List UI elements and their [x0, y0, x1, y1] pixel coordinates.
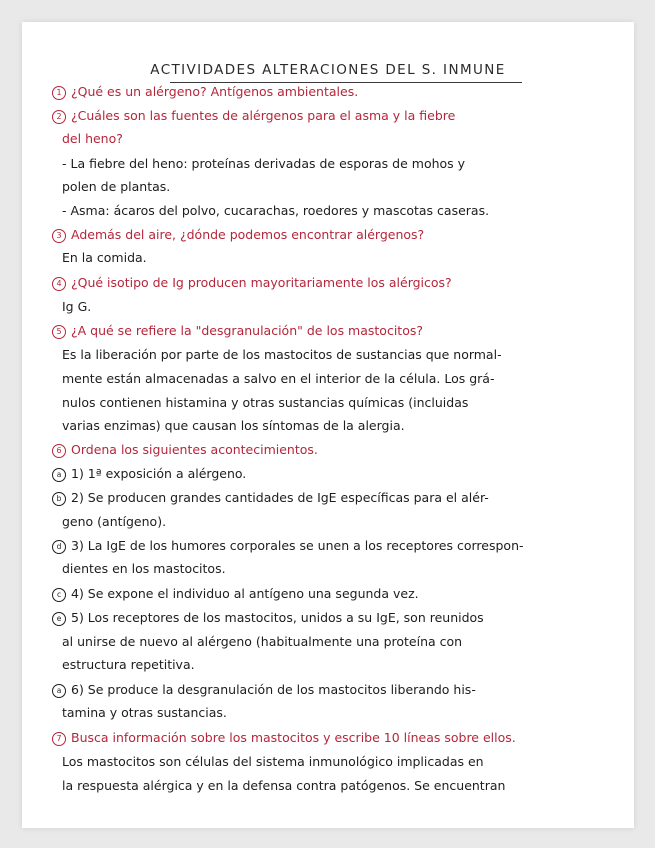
handwritten-page [22, 22, 634, 828]
answer-line [62, 205, 624, 218]
page-title: ACTIVIDADES ALTERACIONES DEL S. INMUNE [150, 62, 506, 78]
circled-number-marker: d [52, 540, 66, 554]
answer-line [62, 397, 624, 410]
line-text: En la comida. [62, 250, 147, 265]
line-text: Los mastocitos son células del sistema inmunológico implicadas en [62, 754, 484, 769]
answer-line [62, 780, 624, 793]
circled-number-marker: a [52, 468, 66, 482]
title-underline [170, 82, 522, 83]
line-text: varias enzimas) que causan los síntomas de la alergia. [62, 418, 405, 433]
ordered-step-line [62, 636, 624, 649]
line-text: mente están almacenadas a salvo en el interior de la célula. Los grá- [62, 371, 495, 386]
answer-line [62, 181, 624, 194]
line-text: Busca información sobre los mastocitos y escribe 10 líneas sobre ellos. [71, 730, 516, 745]
question-line [52, 325, 624, 339]
line-text: tamina y otras sustancias. [62, 705, 227, 720]
line-text: Ordena los siguientes acontecimientos. [71, 442, 318, 457]
ordered-step-line [52, 588, 624, 602]
line-text: la respuesta alérgica y en la defensa contra patógenos. Se encuentran [62, 778, 506, 793]
question-line [52, 277, 624, 291]
line-text: estructura repetitiva. [62, 657, 195, 672]
line-text: Es la liberación por parte de los mastocitos de sustancias que normal- [62, 347, 502, 362]
ordered-step-line [62, 516, 624, 529]
line-text: - La fiebre del heno: proteínas derivadas de esporas de mohos y [62, 156, 466, 171]
line-text: ¿Qué isotipo de Ig producen mayoritariamente los alérgicos? [71, 275, 452, 290]
question-line [52, 229, 624, 243]
ordered-step-line [62, 563, 624, 576]
circled-number-marker: 1 [52, 86, 66, 100]
ordered-step-line [62, 659, 624, 672]
circled-number-marker: c [52, 588, 66, 602]
line-text: 4) Se expone el individuo al antígeno una segunda vez. [71, 586, 419, 601]
line-text: ¿Cuáles son las fuentes de alérgenos para el asma y la fiebre [71, 108, 456, 123]
question-line [62, 133, 624, 146]
line-text: polen de plantas. [62, 179, 171, 194]
line-text: Además del aire, ¿dónde podemos encontrar alérgenos? [71, 227, 425, 242]
answer-line [62, 301, 624, 314]
line-text: - Asma: ácaros del polvo, cucarachas, roedores y mascotas caseras. [62, 203, 490, 218]
line-text: Ig G. [62, 299, 92, 314]
line-text: 6) Se produce la desgranulación de los mastocitos liberando his- [71, 682, 476, 697]
answer-line [62, 349, 624, 362]
ordered-step-line [52, 492, 624, 506]
answer-line [62, 373, 624, 386]
answer-line [62, 252, 624, 265]
circled-number-marker: 3 [52, 229, 66, 243]
circled-number-marker: 6 [52, 444, 66, 458]
answer-line [62, 756, 624, 769]
line-text: 3) La IgE de los humores corporales se unen a los receptores correspon- [71, 538, 524, 553]
question-line [52, 110, 624, 124]
circled-number-marker: 2 [52, 110, 66, 124]
line-text: nulos contienen histamina y otras sustancias químicas (incluidas [62, 395, 469, 410]
line-text: al unirse de nuevo al alérgeno (habitualmente una proteína con [62, 634, 463, 649]
answer-line [62, 158, 624, 171]
line-text: ¿Qué es un alérgeno? Antígenos ambientales. [71, 84, 359, 99]
line-text: ¿A qué se refiere la "desgranulación" de los mastocitos? [71, 323, 423, 338]
circled-number-marker: 5 [52, 325, 66, 339]
line-text: 1) 1ª exposición a alérgeno. [71, 466, 247, 481]
line-text: dientes en los mastocitos. [62, 561, 226, 576]
ordered-step-line [52, 468, 624, 482]
question-line [52, 732, 624, 746]
circled-number-marker: a [52, 684, 66, 698]
line-text: 2) Se producen grandes cantidades de IgE específicas para el alér- [71, 490, 489, 505]
question-line [52, 444, 624, 458]
ordered-step-line [52, 612, 624, 626]
ordered-step-line [62, 707, 624, 720]
answer-line [62, 420, 624, 433]
ordered-step-line [52, 684, 624, 698]
line-text: 5) Los receptores de los mastocitos, unidos a su IgE, son reunidos [71, 610, 484, 625]
line-text: del heno? [62, 131, 123, 146]
circled-number-marker: b [52, 492, 66, 506]
circled-number-marker: 7 [52, 732, 66, 746]
line-text: geno (antígeno). [62, 514, 167, 529]
circled-number-marker: 4 [52, 277, 66, 291]
ordered-step-line [52, 540, 624, 554]
circled-number-marker: e [52, 612, 66, 626]
question-line [52, 86, 624, 100]
